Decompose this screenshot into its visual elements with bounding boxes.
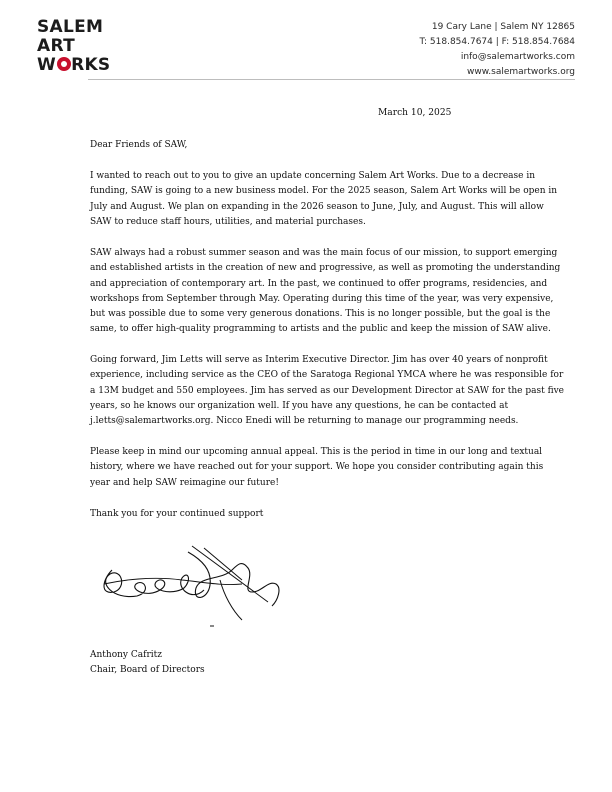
contact-block [420, 20, 576, 80]
signer-title: Chair, Board of Directors [90, 665, 205, 676]
contact-phone: T: 518.854.7674 | F: 518.854.7684 [419, 37, 575, 47]
logo-line-works [37, 56, 110, 75]
paragraph-2: SAW always had a robust summer season and was the main focus of our mission, to support emerging and established artists in the creation of new and progressive, as well as promoting the understanding and appreciation of contemporary art. In the past, we continued to offer programs, residencies, and workshops from September through May. Operating during this time of the year, was very expensive, but was possible due to some very generous donations. This is no longer possible, but the goal is the same, to offer high-quality programming to artists and the public and keep the mission of SAW alive. [90, 248, 561, 335]
salem-art-works-logo [37, 18, 110, 75]
letter-date: March 10, 2025 [378, 108, 452, 118]
paragraph-3: Going forward, Jim Letts will serve as Interim Executive Director. Jim has over 40 years of nonprofit experience, including service as the CEO of the Saratoga Regional YMCA where he was responsible for a 13M budget and 550 employees. Jim has served as our Development Director at SAW for the past five years, so he knows our organization well. If you have any questions, he can be contacted at j.letts@salemartworks.org. Nicco Enedi will be returning to manage our programming needs. [90, 355, 564, 427]
logo-line-salem: SALEM [37, 17, 104, 37]
signer-name: Anthony Cafritz [90, 650, 162, 660]
handwritten-signature [92, 540, 292, 635]
header-divider [88, 79, 575, 80]
logo-red-o-icon [57, 57, 71, 71]
closing-line: Thank you for your continued support [90, 509, 264, 519]
contact-email: info@salemartworks.com [460, 52, 575, 62]
salutation: Dear Friends of SAW, [90, 140, 188, 150]
logo-works-prefix: W [37, 55, 57, 75]
logo-works-suffix: RKS [71, 55, 111, 75]
contact-website: www.salemartworks.org [467, 67, 575, 77]
signer-block [90, 648, 205, 679]
logo-line-art: ART [37, 36, 75, 56]
paragraph-4: Please keep in mind our upcoming annual appeal. This is the period in time in our long and textual history, where we have reached out for your support. We hope you consider contributing again this year and help SAW reimagine our future! [90, 447, 544, 488]
paragraph-1: I wanted to reach out to you to give an update concerning Salem Art Works. Due to a decrease in funding, SAW is going to a new business model. For the 2025 season, Salem Art Works will be open in July and August. We plan on expanding in the 2026 season to June, July, and August. This will allow SAW to reduce staff hours, utilities, and material purchases. [90, 171, 558, 227]
contact-address: 19 Cary Lane | Salem NY 12865 [431, 22, 575, 32]
